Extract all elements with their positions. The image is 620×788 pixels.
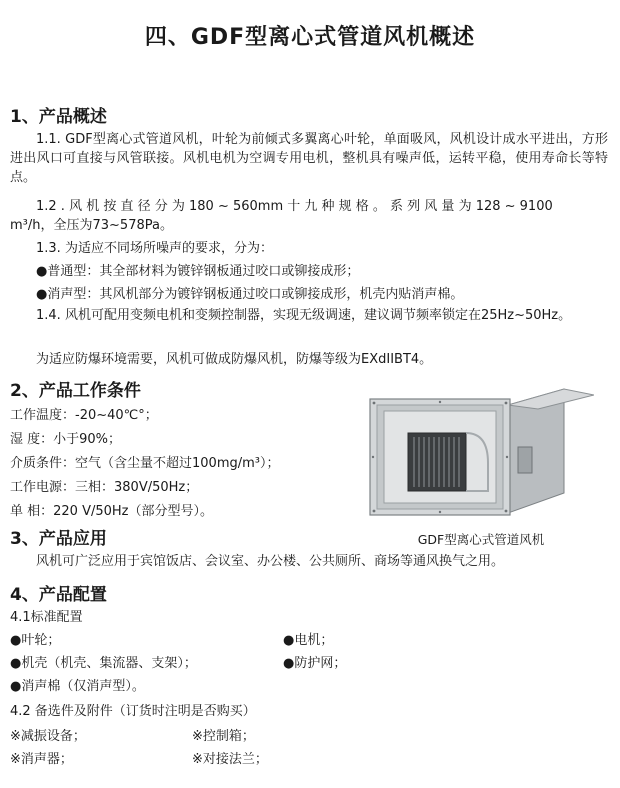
condition-humidity: 湿 度：小于90%；	[10, 432, 122, 447]
condition-medium: 介质条件：空气（含尘量不超过100mg/m³）；	[10, 456, 280, 471]
section-heading-overview: 1、产品概述	[10, 107, 107, 127]
application-text: 风机可广泛应用于宾馆饭店、会议室、办公楼、公共厕所、商场等通风换气之用。	[36, 554, 505, 569]
optional-config-heading: 4.2 备选件及附件（订货时注明是否购买）	[10, 704, 256, 719]
section-heading-conditions: 2、产品工作条件	[10, 381, 141, 401]
bullet-normal-type: ●普通型：其全部材料为镀锌钢板通过咬口或铆接成形；	[36, 264, 360, 279]
paragraph-1-4: 1.4. 风机可配用变频电机和变频控制器，实现无级调速，建议调节频率锁定在25Hz~50Hz。	[36, 308, 572, 323]
condition-power-single-phase: 单 相：220 V/50Hz（部分型号）。	[10, 504, 213, 519]
config-item-impeller: ●叶轮；	[10, 633, 61, 648]
duct-fan-image	[368, 385, 594, 520]
paragraph-1-2-line1: 1.2 . 风 机 按 直 径 分 为 180 ~ 560mm 十 九 种 规 格 。 系 列 风 量 为 128 ~ 9100	[36, 199, 553, 214]
bullet-silent-type: ●消声型：其风机部分为镀锌钢板通过咬口或铆接成形，机壳内贴消声棉。	[36, 287, 464, 302]
page-title: 四、GDF型离心式管道风机概述	[144, 25, 476, 50]
image-caption: GDF型离心式管道风机	[417, 532, 545, 547]
section-heading-application: 3、产品应用	[10, 529, 107, 549]
option-silencer: ※消声器；	[10, 752, 73, 767]
paragraph-1-2-line2: m³/h，全压为73~578Pa。	[10, 218, 173, 233]
option-control-box: ※控制箱；	[192, 729, 255, 744]
config-item-guard: ●防护网；	[283, 656, 347, 671]
paragraph-explosion-proof: 为适应防爆环境需要，风机可做成防爆风机，防爆等级为EXdIIBT4。	[36, 352, 433, 367]
config-item-sound-cotton: ●消声棉（仅消声型）。	[10, 679, 145, 694]
option-flange: ※对接法兰；	[192, 752, 268, 767]
section-heading-configuration: 4、产品配置	[10, 585, 107, 605]
condition-temperature: 工作温度：-20~40℃°；	[10, 408, 158, 423]
config-item-casing: ●机壳（机壳、集流器、支架）；	[10, 656, 197, 671]
condition-power-three-phase: 工作电源：三相：380V/50Hz；	[10, 480, 199, 495]
standard-config-heading: 4.1标准配置	[10, 610, 83, 625]
paragraph-1-1: 1.1. GDF型离心式管道风机，叶轮为前倾式多翼离心叶轮，单面吸风，风机设计成水平进出，方形进出风口可直接与风管联接。风机电机为空调专用电机，整机具有噪声低，运转平稳，使用寿命长等特点。	[10, 132, 608, 185]
paragraph-1-3: 1.3. 为适应不同场所噪声的要求，分为：	[36, 241, 273, 256]
config-item-motor: ●电机；	[283, 633, 334, 648]
option-damper: ※减振设备；	[10, 729, 86, 744]
